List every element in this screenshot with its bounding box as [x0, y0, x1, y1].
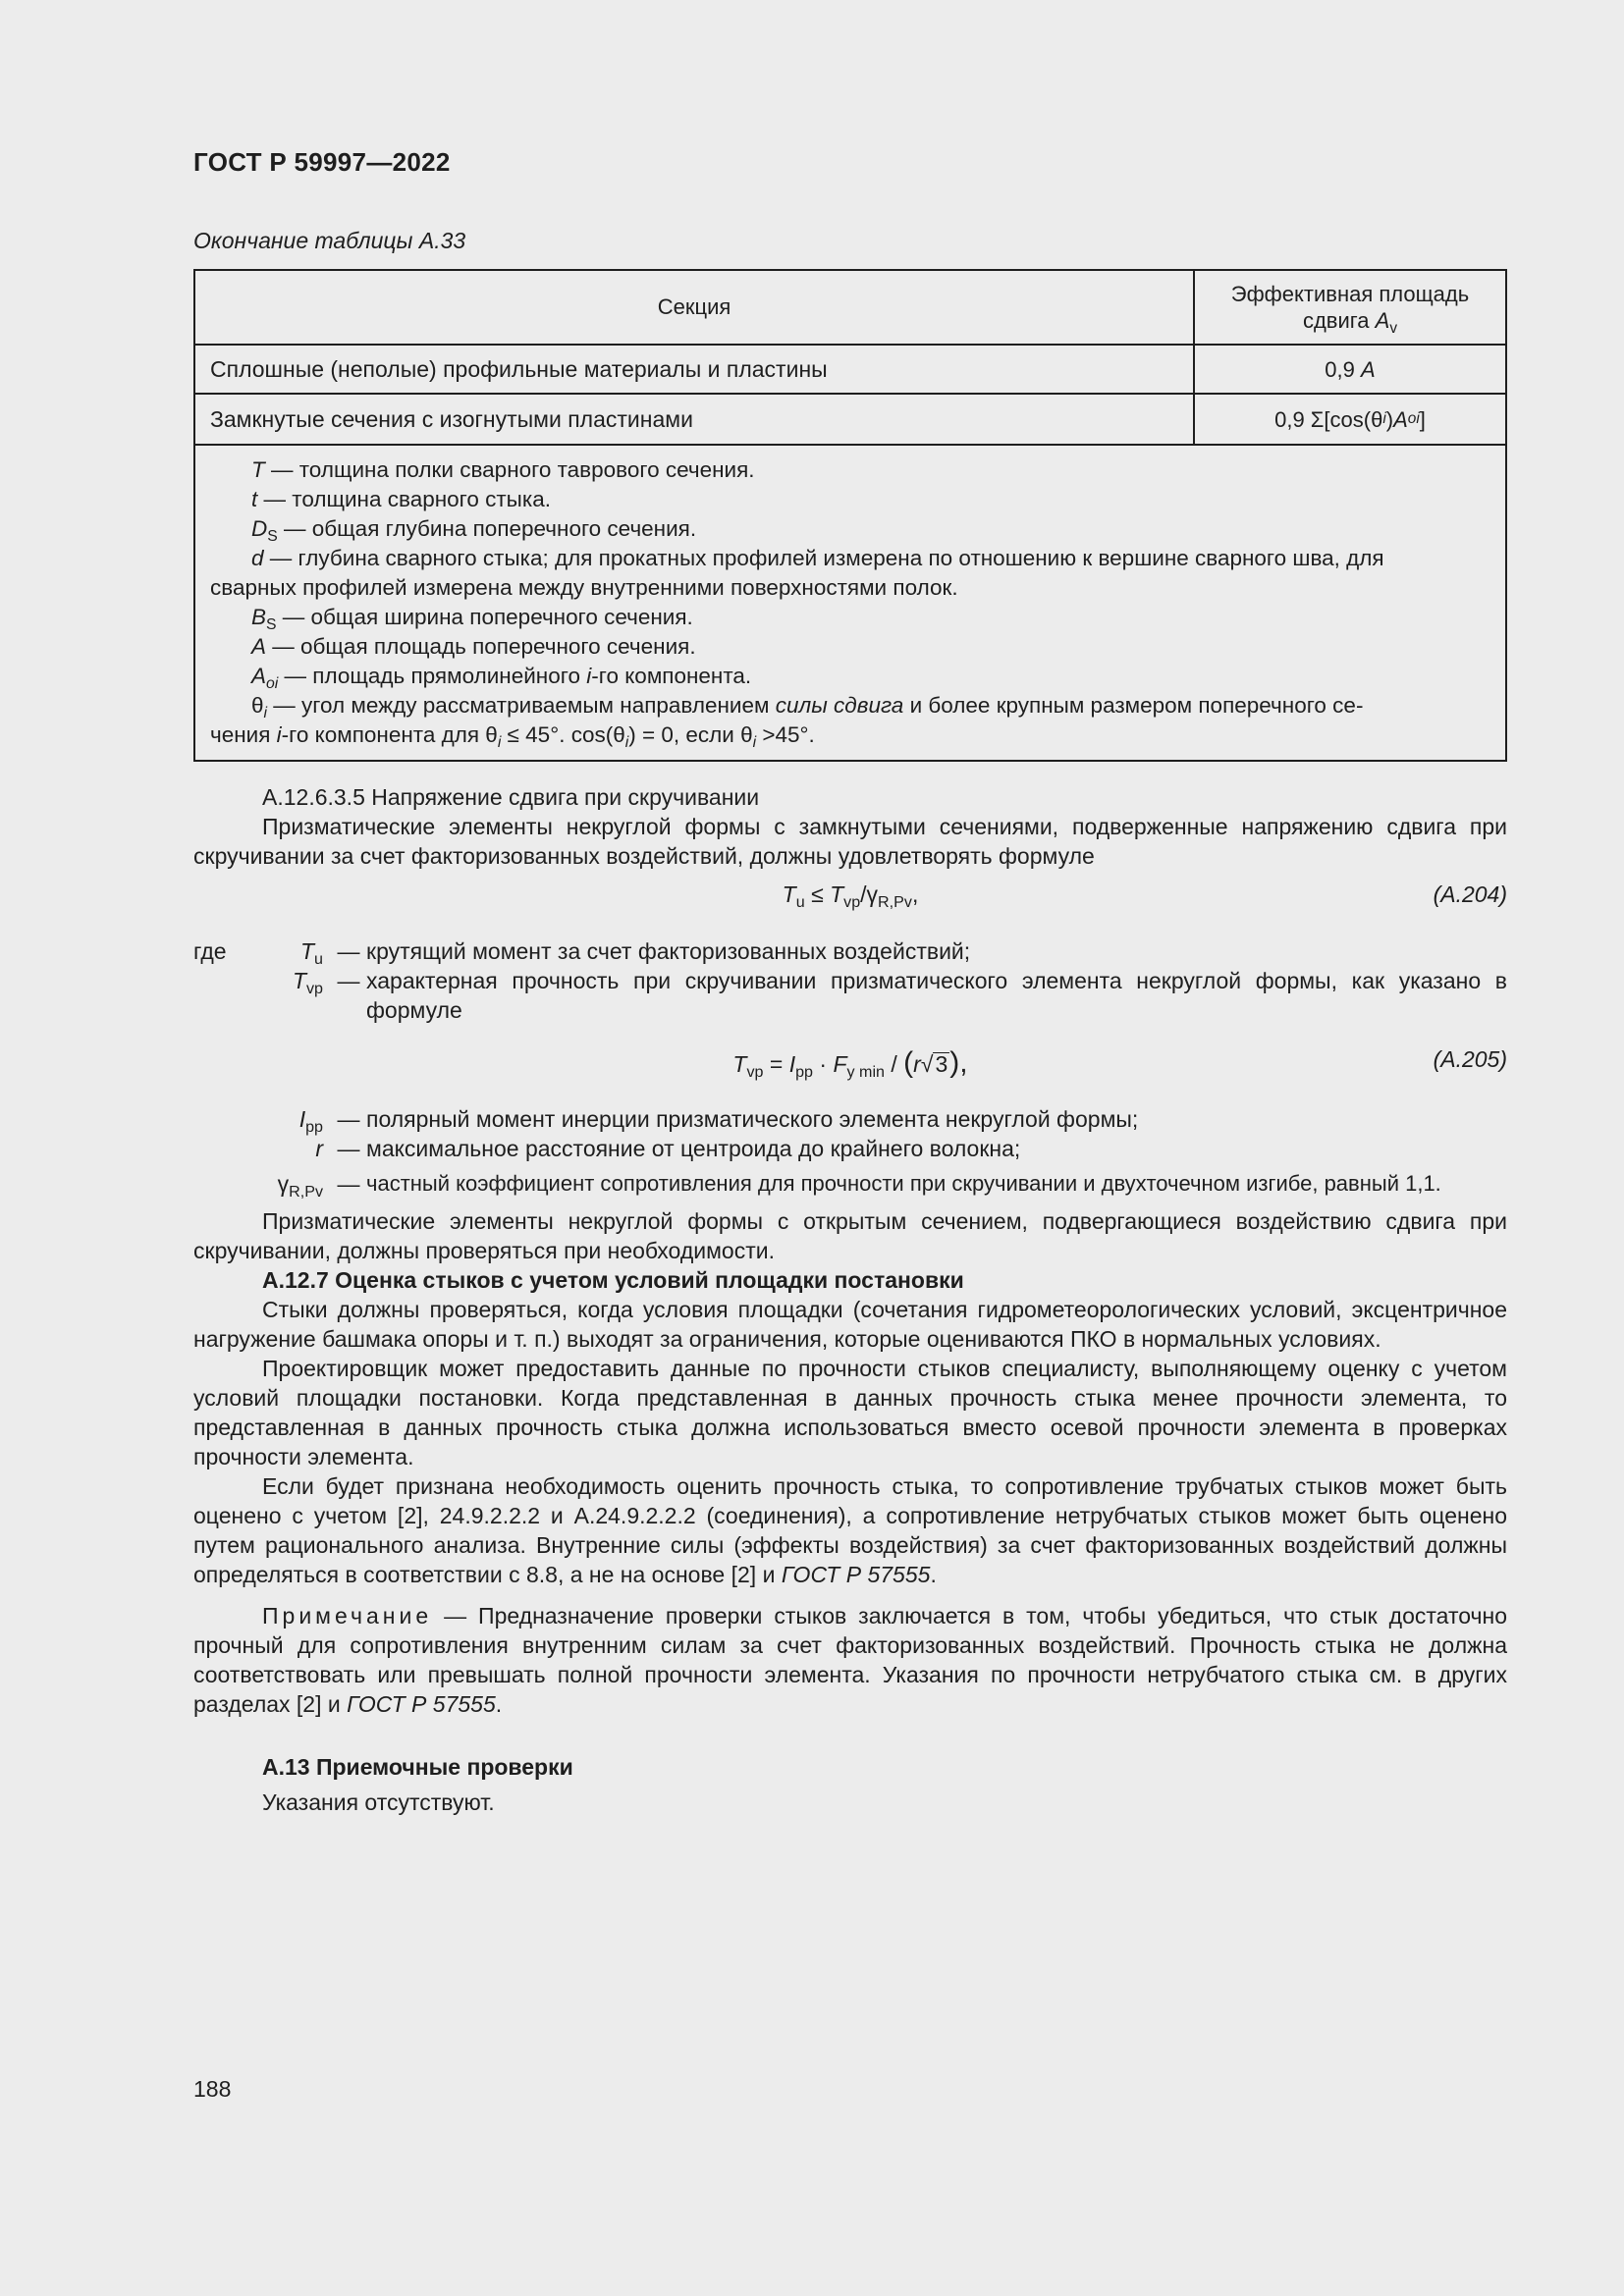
note-text: и более крупным размером поперечного се-	[903, 693, 1364, 718]
formula-symbol: I	[788, 1051, 796, 1077]
note-text: -го компонента для θ	[281, 722, 498, 747]
note-symbol: t	[251, 487, 258, 511]
formula-sub: R,Pv	[878, 893, 912, 911]
value-end: ]	[1419, 406, 1426, 432]
note-sub: S	[267, 528, 278, 545]
formula-symbol: F	[833, 1051, 847, 1077]
where-block-1	[193, 936, 1507, 1025]
where-desc: максимальное расстояние от центроида до крайнего волокна;	[366, 1136, 1021, 1161]
note-line	[210, 514, 1384, 544]
note-symbol: T	[251, 457, 265, 482]
formula-sub: y min	[846, 1063, 885, 1081]
note-text: -го компонента.	[591, 664, 752, 688]
where-sym-letter: I	[298, 1106, 306, 1132]
section-a12635	[193, 782, 1507, 871]
note-sub: i	[497, 734, 502, 751]
paragraph: Призматические элементы некруглой формы с открытым сечением, подвергающиеся воздействию сдвига при скручивании, должны проверяться при необходимости.	[193, 1208, 1507, 1263]
note-text: ≤ 45°. cos(θ	[501, 722, 625, 747]
value-symbol: A	[1393, 406, 1408, 432]
formula-body	[193, 1046, 1507, 1080]
where-block-2	[193, 1104, 1507, 1199]
paragraph-italic: ГОСТ Р 57555	[347, 1691, 496, 1717]
table-row	[195, 346, 1505, 395]
note-text: — площадь прямолинейного	[278, 664, 587, 688]
formula-operator: =	[763, 1051, 789, 1077]
where-dash: —	[337, 968, 360, 993]
where-row	[193, 1104, 1507, 1134]
where-sym-letter: r	[315, 1136, 323, 1161]
main-body	[193, 1206, 1507, 1817]
table-row	[195, 395, 1505, 446]
paragraph-italic: ГОСТ Р 57555	[781, 1562, 931, 1587]
note-italic: i	[276, 722, 282, 747]
note-text: — общая площадь поперечного сечения.	[266, 634, 696, 659]
formula-sub: pp	[795, 1063, 813, 1081]
where-lead-empty	[193, 1134, 262, 1163]
where-sym-letter: γ	[277, 1171, 290, 1197]
where-dash: —	[337, 938, 360, 964]
col-header-area-symbol: A	[1375, 308, 1390, 333]
note-line: сварных профилей измерена между внутренними поверхностями полок.	[210, 575, 958, 600]
where-symbol	[262, 966, 331, 1025]
paragraph: Указания отсутствуют.	[262, 1789, 495, 1815]
formula-symbol: r	[913, 1051, 921, 1077]
row-value-cell	[1195, 346, 1505, 393]
note-text: — глубина сварного стыка; для прокатных профилей измерена по отношению к вершине сварного шва, для	[263, 546, 1384, 570]
formula-a205	[193, 1046, 1507, 1082]
note-text: — толщина полки сварного таврового сечения.	[264, 457, 755, 482]
note-symbol: θ	[251, 693, 264, 718]
where-lead-empty	[193, 966, 262, 1025]
note-line	[210, 632, 1384, 662]
formula-number: (А.204)	[1433, 881, 1507, 907]
formula-number: (А.205)	[1433, 1046, 1507, 1072]
where-dash: —	[337, 1106, 360, 1132]
paragraph: Стыки должны проверяться, когда условия площадки (сочетания гидрометеорологических условий, эксцентричное нагружение башмака опоры и т. п.) выходят за ограничения, которые оцениваются ПКО в нормальных условиях.	[193, 1297, 1507, 1352]
note-symbol: d	[251, 546, 264, 570]
table-notes-row	[195, 446, 1505, 760]
where-desc: характерная прочность при скручивании призматического элемента некруглой формы, как указано в формуле	[366, 968, 1507, 1023]
sqrt-icon: √	[920, 1051, 934, 1077]
where-symbol	[262, 1134, 331, 1163]
where-lead-empty	[193, 1104, 262, 1134]
formula-operator: ≤	[804, 881, 831, 907]
formula-operator: /γ	[860, 881, 879, 907]
where-desc: полярный момент инерции призматического элемента некруглой формы;	[366, 1106, 1139, 1132]
value-number: 0,9	[1325, 356, 1355, 382]
note-italic: силы сдвига	[775, 693, 904, 718]
value-symbol: A	[1361, 356, 1376, 382]
note-sub: i	[752, 734, 757, 751]
paragraph-text: Если будет признана необходимость оценить прочность стыка, то сопротивление трубчатых стыков может быть оценено с учетом [2], 24.9.2.2.2 и А.24.9.2.2.2 (соединения), а сопротивление нетрубчатых стыков может быть оценено путем рационального анализа. Внутренние силы (эффекты воздействия) за счет факторизованных воздействий должны определяться в соответствии с 8.8, а не на основе [2] и	[193, 1473, 1507, 1587]
row-section-cell: Сплошные (неполые) профильные материалы и пластины	[195, 346, 1195, 393]
row-value-cell: 0,9 Σ[cos(θ i ) A oi ]	[1274, 406, 1426, 432]
where-sym-sub: pp	[305, 1118, 323, 1136]
where-row	[193, 936, 1507, 966]
formula-operator: /	[884, 1051, 904, 1077]
col-header-area-line2	[1302, 307, 1398, 337]
col-header-area-line1: Эффективная площадь	[1230, 282, 1470, 306]
note-text: — толщина сварного стыка.	[257, 487, 551, 511]
table-a33	[193, 269, 1507, 762]
where-dash: —	[337, 1171, 360, 1197]
section-title-a13: А.13 Приемочные проверки	[262, 1754, 573, 1780]
where-symbol	[262, 1104, 331, 1134]
formula-sub: vp	[746, 1063, 764, 1081]
paragraph-text: .	[930, 1562, 937, 1587]
col-header-area	[1195, 271, 1505, 344]
formula-symbol: T	[830, 881, 844, 907]
formula-body	[193, 881, 1507, 911]
note-line	[210, 662, 1384, 691]
where-sym-sub: vp	[306, 980, 323, 997]
note-sub: oi	[266, 675, 279, 692]
where-desc: частный коэффициент сопротивления для прочности при скручивании и двухточечном изгибе, равный 1,1.	[366, 1171, 1441, 1196]
where-dash: —	[337, 1136, 360, 1161]
table-header-row	[195, 271, 1505, 346]
where-symbol	[262, 1169, 331, 1199]
paragraph: Проектировщик может предоставить данные по прочности стыков специалисту, выполняющему оценку с учетом условий площадки постановки. Когда представленная в данных прочность стыка менее прочности элемента, то представленная в данных прочность стыка должна использоваться вместо осевой прочности элемента в проверках прочности элемента.	[193, 1356, 1507, 1469]
where-sym-sub: R,Pv	[289, 1183, 323, 1201]
paragraph-text: — Предназначение проверки стыков заключается в том, чтобы убедиться, что стык достаточно прочный для сопротивления внутренним силам за счет факторизованных воздействий. Прочность стыка не должна соответствовать или превышать полной прочности элемента. Указания по прочности нетрубчатого стыка см. в других разделах [2] и	[193, 1603, 1507, 1717]
where-row	[193, 1134, 1507, 1163]
paragraph: Призматические элементы некруглой формы с замкнутыми сечениями, подверженные напряжению сдвига при скручивании за счет факторизованных воздействий, должны удовлетворять формуле	[193, 814, 1507, 869]
where-row	[193, 966, 1507, 1025]
note-text: — угол между рассматриваемым направлением	[267, 693, 776, 718]
note-text: — общая ширина поперечного сечения.	[276, 605, 693, 629]
where-lead: где	[193, 938, 227, 964]
note-line	[210, 691, 1384, 721]
value-mid: )	[1385, 406, 1394, 432]
note-sub: S	[266, 616, 277, 633]
note-symbol: A	[251, 634, 267, 659]
formula-operator: ·	[813, 1051, 834, 1077]
where-sym-sub: u	[314, 950, 323, 968]
note-sub: i	[624, 734, 629, 751]
paragraph	[193, 1471, 1507, 1589]
formula-sub: u	[795, 893, 805, 911]
note-italic: i	[586, 664, 592, 688]
note-line	[210, 603, 1384, 632]
where-lead-empty	[193, 1169, 262, 1199]
note-paragraph	[193, 1601, 1507, 1719]
note-symbol: A	[251, 664, 267, 688]
note-sub: i	[263, 705, 268, 721]
where-sym-letter: T	[292, 968, 306, 993]
note-line	[210, 485, 1384, 514]
note-text: ) = 0, если θ	[628, 722, 753, 747]
formula-paren: (	[903, 1046, 914, 1079]
note-line	[210, 544, 1384, 573]
where-desc: крутящий момент за счет факторизованных воздействий;	[366, 938, 971, 964]
formula-paren: ),	[949, 1046, 968, 1079]
paragraph-text: .	[495, 1691, 503, 1717]
formula-sqrt-arg: 3	[935, 1051, 948, 1077]
col-header-area-sub: v	[1389, 320, 1398, 337]
note-line	[210, 455, 1384, 485]
where-row	[193, 1169, 1507, 1199]
note-label: Примечание	[262, 1603, 433, 1629]
col-header-section: Секция	[195, 271, 1195, 344]
value-number: 0,9 Σ[cos(θ	[1274, 406, 1383, 432]
document-code-header: ГОСТ Р 59997—2022	[193, 147, 451, 177]
formula-sub: vp	[843, 893, 861, 911]
where-symbol	[262, 936, 331, 966]
row-section-cell: Замкнутые сечения с изогнутыми пластинами	[195, 395, 1195, 444]
section-title: А.12.6.3.5 Напряжение сдвига при скручивании	[262, 784, 760, 810]
formula-punct: ,	[911, 881, 919, 907]
note-text: >45°.	[756, 722, 815, 747]
table-caption: Окончание таблицы А.33	[193, 228, 466, 253]
formula-a204	[193, 881, 1507, 917]
note-symbol: B	[251, 605, 267, 629]
note-line	[210, 721, 1384, 750]
note-text: — общая глубина поперечного сечения.	[277, 516, 697, 541]
col-header-area-word: сдвига	[1302, 308, 1370, 333]
note-text: чения	[210, 722, 277, 747]
note-symbol: D	[251, 516, 268, 541]
page-number: 188	[193, 2076, 232, 2102]
formula-symbol: T	[782, 881, 796, 907]
formula-symbol: T	[732, 1051, 747, 1077]
section-title-a127: А.12.7 Оценка стыков с учетом условий площадки постановки	[262, 1267, 964, 1293]
where-sym-letter: T	[299, 938, 315, 964]
table-notes	[195, 446, 1400, 760]
